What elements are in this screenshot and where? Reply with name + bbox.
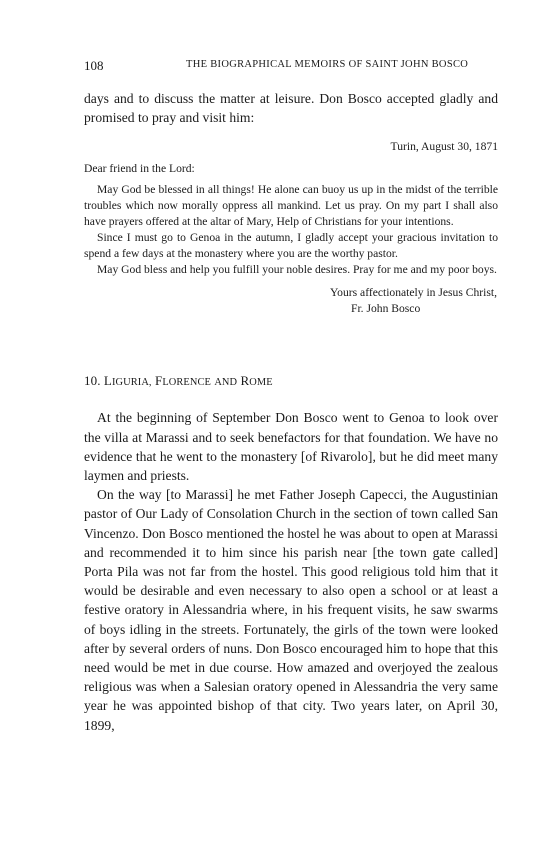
opening-paragraph: days and to discuss the matter at leisure. Don Bosco accepted gladly and promised to pray and visit him: bbox=[84, 91, 498, 126]
page-number: 108 bbox=[84, 58, 104, 73]
section-number: 10. bbox=[84, 373, 101, 389]
letter-signature: Fr. John Bosco bbox=[351, 302, 421, 316]
section-paragraph: At the beginning of September Don Bosco went to Genoa to look over the villa at Marassi and to seek benefactors for that foundation. We have no evidence that he went to the monastery [of Rivarolo], but he did meet many laymen and priests. bbox=[84, 410, 498, 484]
running-title: THE BIOGRAPHICAL MEMOIRS OF SAINT JOHN BOSCO bbox=[186, 59, 469, 70]
running-header bbox=[84, 58, 498, 76]
quoted-letter bbox=[84, 139, 498, 317]
letter-salutation: Dear friend in the Lord: bbox=[84, 162, 195, 176]
letter-date-line: Turin, August 30, 1871 bbox=[390, 140, 498, 154]
section-title-cap: L bbox=[103, 373, 112, 389]
letter-paragraph: May God bless and help you fulfill your noble desires. Pray for me and my poor boys. bbox=[97, 263, 497, 277]
letter-paragraph: Since I must go to Genoa in the autumn, I gladly accept your gracious invitation to spend a few days at the monastery where you are the worthy pastor. bbox=[84, 231, 498, 261]
section-title-small-caps: IGURIA, bbox=[111, 377, 152, 389]
section-title-small-caps: LORENCE bbox=[162, 377, 211, 389]
section-title-small-caps: OME bbox=[249, 377, 273, 389]
section-title-cap: F bbox=[155, 373, 163, 389]
section-heading bbox=[84, 373, 498, 389]
book-page bbox=[84, 58, 498, 735]
letter-paragraph: May God be blessed in all things! He alone can buoy us up in the midst of the terrible troubles which now morally oppress all mankind. Let us pray. On my part I shall also have prayers offered at the altar of Mary, Help of Christians for your intentions. bbox=[84, 183, 498, 229]
section-title-cap: R bbox=[240, 373, 250, 389]
section-title-small-caps: AND bbox=[214, 377, 238, 389]
section-paragraph: On the way [to Marassi] he met Father Joseph Capecci, the Augustinian pastor of Our Lady of Consolation Church in the section of town called San Vincenzo. Don Bosco mentioned the hostel he was about to open at Marassi and recommended it to him since his parish near [the town gate called] Porta Pila was not far from the hostel. This good religious told him that it would be desirable and even necessary to also open a school or at least a festive oratory in Alessandria where, in his frequent visits, he saw swarms of boys idling in the streets. Fortunately, the girls of the town were looked after by several orders of nuns. Don Bosco encouraged him to hope that this need would be met in due course. How amazed and overjoyed the zealous religious was when a Salesian oratory opened in Alessandria the very same year he was appointed bishop of that city. Two years later, on April 30, 1899, bbox=[84, 487, 498, 733]
letter-closing: Yours affectionately in Jesus Christ, bbox=[329, 286, 497, 300]
